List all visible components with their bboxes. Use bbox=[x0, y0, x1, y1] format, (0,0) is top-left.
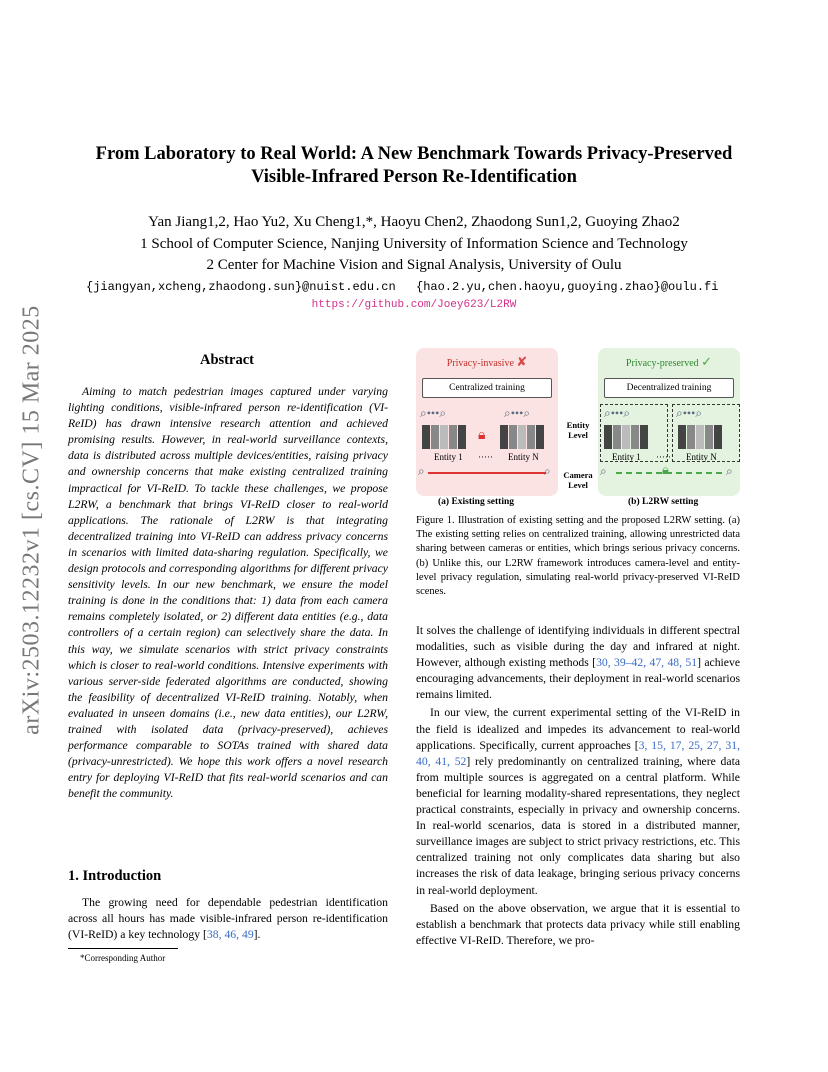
email-oulu: {hao.2.yu,chen.haoyu,guoying.zhao}@oulu.fi bbox=[416, 280, 719, 294]
camera-level-label: Camera Level bbox=[563, 470, 593, 490]
arrow bbox=[428, 472, 546, 474]
title-line-1: From Laboratory to Real World: A New Benchmark Towards Privacy-Preserved bbox=[95, 144, 733, 164]
entity-1-label: Entity 1 bbox=[612, 452, 641, 462]
paper-title bbox=[40, 143, 788, 189]
email-nuist: {jiangyan,xcheng,zhaodong.sun}@nuist.edu.cn bbox=[86, 280, 396, 294]
entity-n-label: Entity N bbox=[508, 452, 539, 462]
left-title-text: Privacy-invasive bbox=[446, 358, 514, 369]
arrow bbox=[616, 472, 722, 474]
camera-icon: ⌕ bbox=[418, 464, 425, 478]
decentralized-box: Decentralized training bbox=[604, 378, 734, 398]
person-images bbox=[500, 425, 545, 449]
check-icon: ✓ bbox=[701, 354, 713, 369]
abstract-heading: Abstract bbox=[200, 352, 254, 368]
citation-link[interactable]: 38, 46, 49 bbox=[206, 928, 254, 942]
dots: ····· bbox=[478, 452, 493, 462]
intro-text-a: The growing need for dependable pedestrian identification across all hours has made visible-infrared person re-identification (VI-ReID) a key technology [ bbox=[68, 896, 388, 942]
affiliation-2: 2 Center for Machine Vision and Signal Analysis, University of Oulu bbox=[206, 257, 622, 273]
affiliation-1: 1 School of Computer Science, Nanjing University of Information Science and Technology bbox=[140, 236, 688, 252]
intro-paragraph bbox=[68, 895, 388, 943]
footnote: *Corresponding Author bbox=[80, 953, 166, 963]
p1-text-a: It solves the challenge of identifying individuals in different spectral modalities, such as visible during the day and infrared at night. However, although existing methods [ bbox=[416, 624, 740, 670]
abstract-text: Aiming to match pedestrian images captured under varying lighting conditions, visible-infrared person re-identification (VI-ReID) has drawn intensive research attention and achieved promising results. However, in real-world surveillance contexts, data is distributed across multiple devices/entities, raising privacy and ownership concerns that make existing centralized training impractical for VI-ReID. To tackle these challenges, we propose L2RW, a benchmark that brings VI-ReID closer to real-world applications. The rationale of L2RW is that integrating decentralized training into VI-ReID can address privacy concerns in scenarios with limited data-sharing regulation. Specifically, we design protocols and corresponding algorithms for different privacy sensitivity levels. In our new benchmark, we ensure the model training is done in the conditions that: 1) data from each camera remains completely isolated, or 2) different data entities (e.g., data controllers of a certain region) can selectively share the data. In this way, we simulate scenarios with strict privacy constraints which is closer to real-world conditions. Intensive experiments with various server-side federated algorithms are conducted, showing the feasibility of decentralized VI-ReID training. Notably, when evaluated in unseen domains (i.e., new data entities), our L2RW, trained with isolated data (privacy-preserved), achieves performance comparable to SOTAs trained with shared data (privacy-unrestricted). We hope this work offers a novel research entry for deploying VI-ReID that fits real-world scenarios and can benefit the community. bbox=[68, 385, 388, 801]
right-title-text: Privacy-preserved bbox=[625, 358, 699, 369]
camera-icon: ⌕•••⌕ bbox=[504, 406, 531, 420]
camera-icon: ⌕•••⌕ bbox=[604, 406, 631, 420]
arxiv-sidebar bbox=[10, 270, 54, 770]
footnote-rule bbox=[68, 948, 178, 949]
entity-1-label: Entity 1 bbox=[434, 452, 463, 462]
paragraph bbox=[416, 705, 740, 898]
paragraph: Based on the above observation, we argue that it is essential to establish a benchmark that protects data privacy while still enabling effective VI-ReID. Therefore, we pro- bbox=[416, 901, 740, 947]
person-images bbox=[422, 425, 467, 449]
person-images bbox=[678, 425, 723, 449]
subfigure-a-label: (a) Existing setting bbox=[438, 497, 514, 507]
subfigure-b-label: (b) L2RW setting bbox=[628, 497, 699, 507]
dots: ····· bbox=[656, 452, 671, 462]
camera-icon: ⌕ bbox=[726, 464, 733, 478]
camera-icon: ⌕•••⌕ bbox=[420, 406, 447, 420]
centralized-box: Centralized training bbox=[422, 378, 552, 398]
p1-text-b: ] achieve encouraging advancements, their deployment in real-world scenarios remains limited. bbox=[416, 656, 741, 702]
right-column-body bbox=[416, 623, 740, 949]
figure-caption: Figure 1. Illustration of existing setting and the proposed L2RW setting. (a) The existing setting relies on centralized training, allowing unrestricted data sharing between cameras or entities, which brings serious privacy concerns. (b) Unlike this, our L2RW framework introduces camera-level and entity-level privacy regulation, simulating real-world privacy-preserved VI-ReID scenes. bbox=[416, 515, 740, 598]
camera-icon: ⌕ bbox=[600, 464, 607, 478]
privacy-preserved-panel bbox=[598, 348, 740, 496]
intro-text-b: ]. bbox=[253, 928, 261, 942]
camera-icon: ⌕ bbox=[544, 464, 551, 478]
entity-level-label: Entity Level bbox=[566, 420, 590, 440]
citation-link[interactable]: 3, 15, 17, 25, 27, 31, 40, 41, 52 bbox=[416, 738, 741, 768]
privacy-invasive-title bbox=[416, 354, 558, 370]
p2-text-b: ] rely predominantly on centralized training, where data from multiple sources is aggregated on a central platform. While beneficial for learning modality-shared representations, they neglect practical constraints, especially in privacy and ownership concerns. In real-world scenarios, data is stored in a distributed manner, surveillance images are subject to strict privacy restrictions, etc. This centralized training not only complicates data sharing but also increases the risk of data leakage, bringing serious privacy concerns in real-world deployment. bbox=[416, 754, 741, 897]
lock-icon: 🔒︎ bbox=[662, 462, 669, 477]
title-line-2: Visible-Infrared Person Re-Identification bbox=[251, 167, 577, 187]
person-images bbox=[604, 425, 649, 449]
privacy-preserved-title bbox=[598, 354, 740, 370]
intro-heading: 1. Introduction bbox=[68, 868, 162, 884]
entity-n-label: Entity N bbox=[686, 452, 717, 462]
cross-icon: ✘ bbox=[516, 354, 528, 369]
figure-1 bbox=[416, 346, 740, 510]
camera-icon: ⌕•••⌕ bbox=[676, 406, 703, 420]
lock-icon: 🔒︎ bbox=[478, 428, 486, 443]
p2-text-a: In our view, the current experimental setting of the VI-ReID in the field is idealized and impedes its advancement to real-world applications. Specifically, current approaches [ bbox=[416, 706, 740, 752]
privacy-invasive-panel bbox=[416, 348, 558, 496]
paragraph bbox=[416, 623, 740, 703]
github-link[interactable]: https://github.com/Joey623/L2RW bbox=[311, 299, 517, 311]
arxiv-id: arXiv:2503.12232v1 [cs.CV] 15 Mar 2025 bbox=[18, 305, 45, 735]
author-list: Yan Jiang1,2, Hao Yu2, Xu Cheng1,*, Haoyu Chen2, Zhaodong Sun1,2, Guoying Zhao2 bbox=[148, 214, 680, 230]
citation-link[interactable]: 30, 39–42, 47, 48, 51 bbox=[596, 656, 698, 670]
